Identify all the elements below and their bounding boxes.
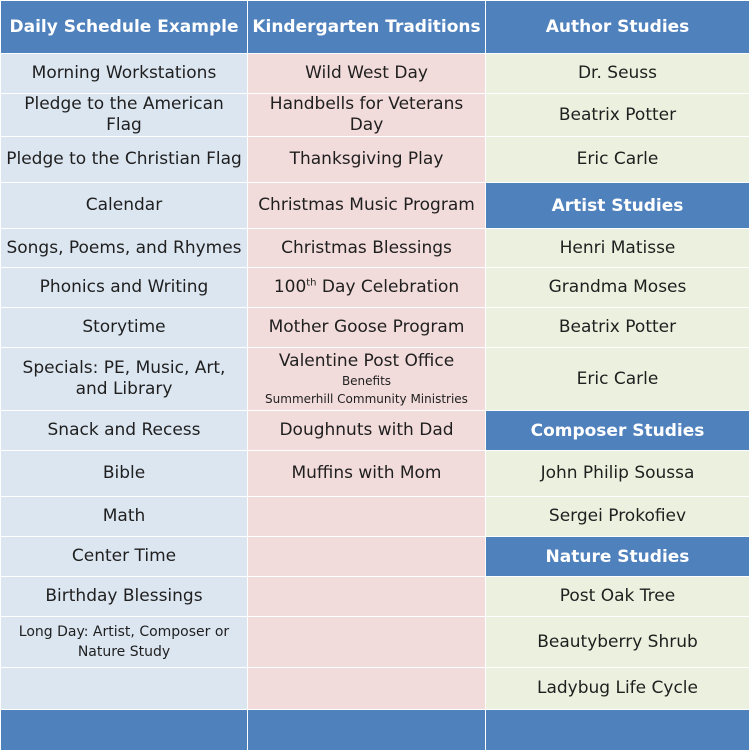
table-row xyxy=(1,617,750,668)
schedule-cell: Pledge to the American Flag xyxy=(1,94,248,137)
composer-cell: John Philip Soussa xyxy=(486,451,750,497)
tradition-cell xyxy=(248,577,486,617)
artist-cell: Henri Matisse xyxy=(486,229,750,268)
schedule-cell xyxy=(1,668,248,710)
header-row xyxy=(1,1,750,54)
schedule-cell: Bible xyxy=(1,451,248,497)
schedule-cell: Morning Workstations xyxy=(1,54,248,94)
composer-studies-header: Composer Studies xyxy=(486,411,750,451)
tradition-cell: Christmas Music Program xyxy=(248,183,486,229)
schedule-cell: Storytime xyxy=(1,308,248,348)
footer-cell xyxy=(486,710,750,751)
table-row xyxy=(1,183,750,229)
tradition-cell: Thanksgiving Play xyxy=(248,137,486,183)
schedule-cell: Specials: PE, Music, Art, and Library xyxy=(1,348,248,411)
schedule-cell: Birthday Blessings xyxy=(1,577,248,617)
nature-cell: Post Oak Tree xyxy=(486,577,750,617)
nature-studies-header: Nature Studies xyxy=(486,537,750,577)
schedule-cell: Center Time xyxy=(1,537,248,577)
header-kindergarten-traditions: Kindergarten Traditions xyxy=(248,1,486,54)
header-author-studies: Author Studies xyxy=(486,1,750,54)
artist-studies-header: Artist Studies xyxy=(486,183,750,229)
tradition-cell: Doughnuts with Dad xyxy=(248,411,486,451)
nature-cell: Beautyberry Shrub xyxy=(486,617,750,668)
schedule-cell: Phonics and Writing xyxy=(1,268,248,308)
table-row xyxy=(1,668,750,710)
table-row xyxy=(1,308,750,348)
schedule-cell: Pledge to the Christian Flag xyxy=(1,137,248,183)
tradition-cell: Mother Goose Program xyxy=(248,308,486,348)
artist-cell: Grandma Moses xyxy=(486,268,750,308)
schedule-cell: Snack and Recess xyxy=(1,411,248,451)
table-row xyxy=(1,497,750,537)
schedule-cell: Long Day: Artist, Composer or Nature Study xyxy=(1,617,248,668)
table-row xyxy=(1,54,750,94)
tradition-cell xyxy=(248,617,486,668)
table-row xyxy=(1,411,750,451)
table-row xyxy=(1,451,750,497)
author-cell: Beatrix Potter xyxy=(486,94,750,137)
tradition-cell: Muffins with Mom xyxy=(248,451,486,497)
artist-cell: Beatrix Potter xyxy=(486,308,750,348)
author-cell: Dr. Seuss xyxy=(486,54,750,94)
author-cell: Eric Carle xyxy=(486,137,750,183)
tradition-cell xyxy=(248,537,486,577)
nature-cell: Ladybug Life Cycle xyxy=(486,668,750,710)
footer-cell xyxy=(1,710,248,751)
artist-cell: Eric Carle xyxy=(486,348,750,411)
table-row xyxy=(1,348,750,411)
tradition-cell: Handbells for Veterans Day xyxy=(248,94,486,137)
table-row xyxy=(1,268,750,308)
table-row xyxy=(1,137,750,183)
footer-row xyxy=(1,710,750,751)
schedule-cell: Songs, Poems, and Rhymes xyxy=(1,229,248,268)
table-row xyxy=(1,577,750,617)
schedule-cell: Calendar xyxy=(1,183,248,229)
tradition-cell xyxy=(248,668,486,710)
tradition-cell xyxy=(248,497,486,537)
table-row xyxy=(1,537,750,577)
schedule-cell: Math xyxy=(1,497,248,537)
table-row xyxy=(1,94,750,137)
tradition-cell: 100th Day Celebration xyxy=(248,268,486,308)
composer-cell: Sergei Prokofiev xyxy=(486,497,750,537)
tradition-cell: Wild West Day xyxy=(248,54,486,94)
header-daily-schedule: Daily Schedule Example xyxy=(1,1,248,54)
tradition-cell: Christmas Blessings xyxy=(248,229,486,268)
tradition-cell: Valentine Post Office Benefits Summerhill Community Ministries xyxy=(248,348,486,411)
footer-cell xyxy=(248,710,486,751)
table-row xyxy=(1,229,750,268)
